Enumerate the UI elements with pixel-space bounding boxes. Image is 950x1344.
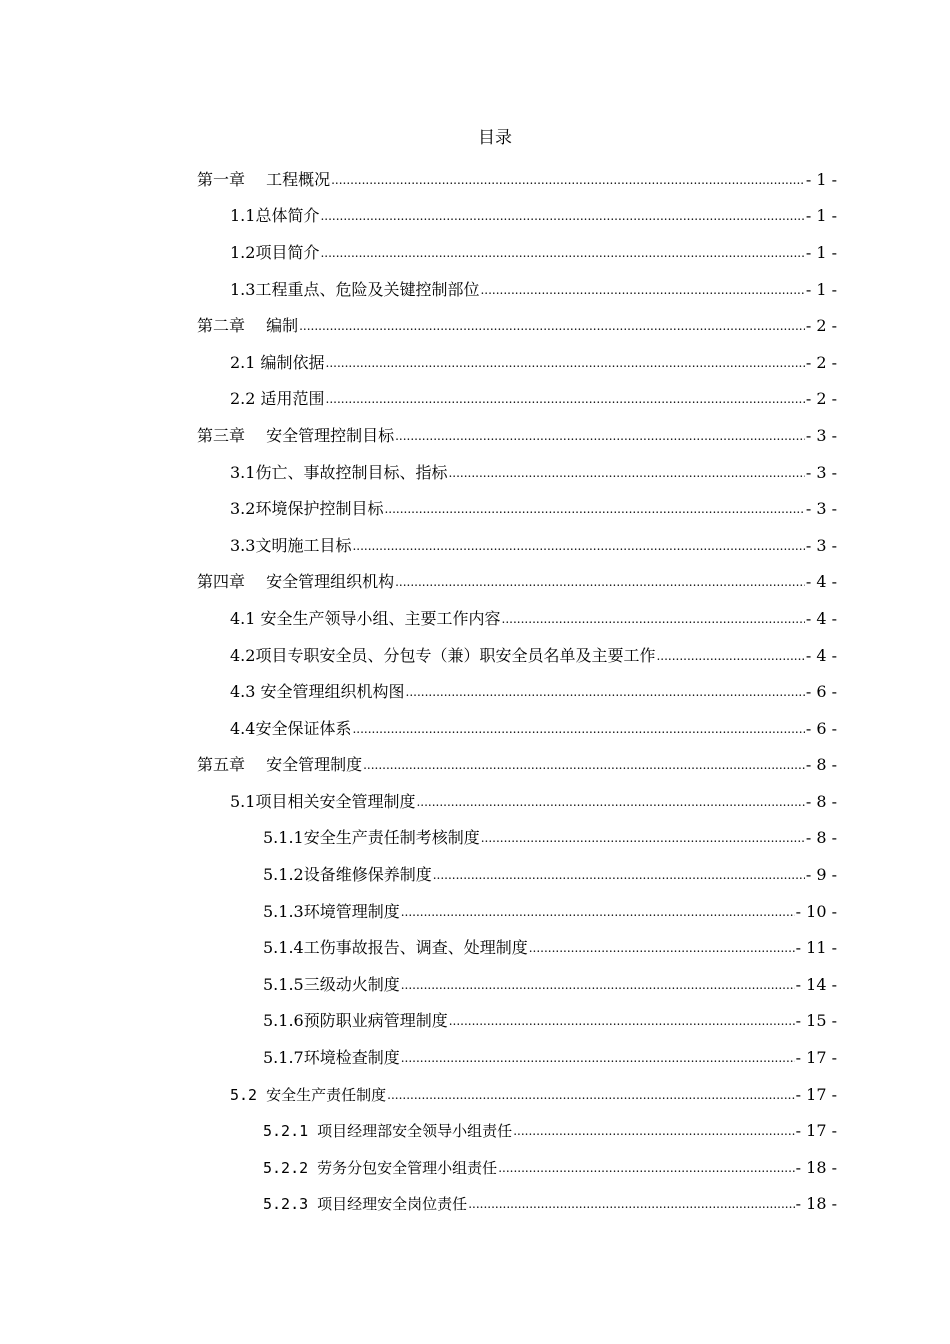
- toc-entry-row: [263, 901, 950, 924]
- toc-entry-row: [263, 1157, 950, 1180]
- toc-entry-row: [230, 388, 950, 411]
- toc-entry[interactable]: [0, 272, 950, 309]
- toc-entry[interactable]: [0, 638, 950, 675]
- toc-page-number: - 6 -: [805, 718, 837, 738]
- toc-entry[interactable]: [0, 674, 950, 711]
- toc-entry[interactable]: [0, 455, 950, 492]
- toc-entry-row: [230, 718, 950, 741]
- toc-page-number: - 8 -: [805, 791, 837, 811]
- toc-entry-row: [197, 425, 950, 448]
- toc-entry-row: [230, 462, 950, 485]
- toc-entry-row: [230, 681, 950, 704]
- toc-entry-row: [197, 169, 950, 192]
- toc-page-number: - 15 -: [795, 1011, 837, 1031]
- toc-entry[interactable]: [0, 235, 950, 272]
- toc-entry[interactable]: [0, 1040, 950, 1077]
- toc-entry[interactable]: [0, 1150, 950, 1187]
- toc-entry-label: 4.2项目专职安全员、分包专（兼）职安全员名单及主要工作: [230, 645, 656, 665]
- toc-page-number: - 2 -: [805, 389, 837, 409]
- toc-page-number: - 17 -: [795, 1121, 837, 1141]
- toc-entry[interactable]: [0, 1187, 950, 1224]
- toc-entry-label: 3.1伤亡、事故控制目标、指标: [230, 462, 448, 482]
- toc-entry-label: 5.2.1 项目经理部安全领导小组责任: [263, 1122, 513, 1141]
- toc-dot-leader: [401, 901, 795, 923]
- toc-entry-row: [230, 791, 950, 814]
- toc-entry-row: [263, 1047, 950, 1070]
- toc-page-number: - 4 -: [805, 572, 837, 592]
- toc-dot-leader: [326, 388, 805, 410]
- toc-dot-leader: [326, 352, 805, 374]
- toc-page-number: - 10 -: [795, 901, 837, 921]
- toc-dot-leader: [656, 645, 804, 667]
- toc-entry-row: [230, 352, 950, 375]
- toc-page-number: - 1 -: [805, 242, 837, 262]
- toc-entry[interactable]: [0, 491, 950, 528]
- toc-entry-row: [263, 1120, 950, 1143]
- toc-entry-row: [263, 1193, 950, 1216]
- toc-entry-label: 5.1.1安全生产责任制考核制度: [263, 828, 480, 848]
- toc-entry[interactable]: [0, 199, 950, 236]
- toc-dot-leader: [433, 864, 805, 886]
- toc-entry[interactable]: [0, 162, 950, 199]
- toc-entry[interactable]: [0, 930, 950, 967]
- toc-entry-row: [263, 1010, 950, 1033]
- toc-entry[interactable]: [0, 1113, 950, 1150]
- toc-entry[interactable]: [0, 1004, 950, 1041]
- toc-entry-row: [230, 1084, 950, 1107]
- toc-entry-row: [230, 645, 950, 668]
- toc-entry-row: [230, 242, 950, 265]
- toc-entry-row: [230, 535, 950, 558]
- toc-dot-leader: [320, 242, 804, 264]
- toc-page-number: - 3 -: [805, 425, 837, 445]
- toc-entry-label: 5.2 安全生产责任制度: [230, 1085, 387, 1104]
- toc-entry-label: 5.1.4工伤事故报告、调查、处理制度: [263, 938, 528, 958]
- toc-page-number: - 17 -: [795, 1048, 837, 1068]
- toc-dot-leader: [513, 1120, 794, 1142]
- toc-page-number: - 8 -: [805, 755, 837, 775]
- toc-dot-leader: [384, 498, 804, 520]
- toc-entry[interactable]: [0, 857, 950, 894]
- toc-entry-label: 5.1项目相关安全管理制度: [230, 791, 416, 811]
- toc-entry-row: [230, 608, 950, 631]
- toc-dot-leader: [480, 279, 804, 301]
- toc-entry-row: [197, 571, 950, 594]
- toc-dot-leader: [299, 315, 805, 337]
- toc-entry[interactable]: [0, 345, 950, 382]
- toc-entry-label: 5.1.2设备维修保养制度: [263, 865, 432, 885]
- toc-dot-leader: [395, 571, 805, 593]
- toc-dot-leader: [448, 462, 804, 484]
- toc-entry-label: 5.1.5三级动火制度: [263, 974, 400, 994]
- toc-entry[interactable]: [0, 821, 950, 858]
- table-of-contents: [0, 162, 950, 1223]
- toc-entry-label: 1.2项目简介: [230, 242, 320, 262]
- toc-entry-row: [197, 315, 950, 338]
- toc-page-number: - 4 -: [805, 645, 837, 665]
- toc-dot-leader: [387, 1084, 795, 1106]
- toc-entry-label: 第二章 编制: [197, 316, 299, 336]
- toc-page-number: - 2 -: [805, 352, 837, 372]
- toc-page-number: - 18 -: [795, 1157, 837, 1177]
- toc-entry-row: [230, 205, 950, 228]
- toc-entry-label: 4.4安全保证体系: [230, 718, 352, 738]
- toc-entry-label: 1.3工程重点、危险及关键控制部位: [230, 279, 480, 299]
- toc-dot-leader: [320, 205, 804, 227]
- toc-dot-leader: [498, 1157, 794, 1179]
- toc-entry-label: 4.1 安全生产领导小组、主要工作内容: [230, 608, 501, 628]
- toc-dot-leader: [416, 791, 804, 813]
- toc-page-number: - 11 -: [795, 938, 837, 958]
- toc-dot-leader: [449, 1010, 795, 1032]
- toc-entry-row: [230, 498, 950, 521]
- toc-entry-label: 第一章 工程概况: [197, 169, 331, 189]
- toc-entry-label: 5.2.3 项目经理安全岗位责任: [263, 1195, 468, 1214]
- toc-dot-leader: [502, 608, 805, 630]
- toc-dot-leader: [363, 754, 805, 776]
- toc-dot-leader: [481, 827, 805, 849]
- toc-entry-row: [197, 754, 950, 777]
- toc-entry-label: 5.2.2 劳务分包安全管理小组责任: [263, 1158, 498, 1177]
- toc-entry-row: [263, 864, 950, 887]
- toc-page-number: - 8 -: [805, 828, 837, 848]
- toc-page-number: - 9 -: [805, 865, 837, 885]
- toc-page-number: - 1 -: [805, 279, 837, 299]
- toc-entry[interactable]: [0, 418, 950, 455]
- toc-entry-label: 5.1.3环境管理制度: [263, 901, 400, 921]
- toc-entry-label: 5.1.7环境检查制度: [263, 1048, 400, 1068]
- toc-entry[interactable]: [0, 748, 950, 785]
- toc-entry-label: 3.2环境保护控制目标: [230, 499, 384, 519]
- toc-dot-leader: [352, 535, 804, 557]
- toc-dot-leader: [529, 937, 795, 959]
- toc-entry[interactable]: [0, 894, 950, 931]
- toc-entry-label: 第五章 安全管理制度: [197, 755, 363, 775]
- toc-entry-row: [263, 974, 950, 997]
- toc-entry-label: 1.1总体简介: [230, 206, 320, 226]
- toc-page-number: - 1 -: [805, 206, 837, 226]
- toc-entry-label: 3.3文明施工目标: [230, 535, 352, 555]
- toc-entry[interactable]: [0, 711, 950, 748]
- toc-entry-label: 2.2 适用范围: [230, 389, 325, 409]
- toc-entry[interactable]: [0, 784, 950, 821]
- toc-entry-label: 第三章 安全管理控制目标: [197, 425, 395, 445]
- toc-entry-row: [263, 937, 950, 960]
- toc-dot-leader: [468, 1193, 794, 1215]
- toc-entry[interactable]: [0, 528, 950, 565]
- toc-dot-leader: [331, 169, 805, 191]
- toc-entry[interactable]: [0, 601, 950, 638]
- toc-page-number: - 18 -: [795, 1194, 837, 1214]
- toc-entry-row: [230, 279, 950, 302]
- toc-page-number: - 17 -: [795, 1084, 837, 1104]
- toc-page-number: - 3 -: [805, 462, 837, 482]
- toc-page-number: - 1 -: [805, 169, 837, 189]
- toc-entry-label: 4.3 安全管理组织机构图: [230, 682, 405, 702]
- toc-entry[interactable]: [0, 1077, 950, 1114]
- toc-entry-label: 第四章 安全管理组织机构: [197, 572, 395, 592]
- toc-entry[interactable]: [0, 308, 950, 345]
- toc-entry[interactable]: [0, 565, 950, 602]
- toc-entry[interactable]: [0, 382, 950, 419]
- toc-dot-leader: [401, 974, 795, 996]
- toc-dot-leader: [352, 718, 804, 740]
- toc-title: 目录: [478, 128, 512, 148]
- toc-page-number: - 6 -: [805, 682, 837, 702]
- toc-page-number: - 3 -: [805, 535, 837, 555]
- toc-page-number: - 2 -: [805, 316, 837, 336]
- toc-entry-row: [263, 827, 950, 850]
- toc-entry-label: 2.1 编制依据: [230, 352, 325, 372]
- toc-page-number: - 4 -: [805, 608, 837, 628]
- toc-dot-leader: [395, 425, 805, 447]
- toc-page-number: - 14 -: [795, 974, 837, 994]
- toc-dot-leader: [401, 1047, 795, 1069]
- toc-entry-label: 5.1.6预防职业病管理制度: [263, 1011, 448, 1031]
- toc-dot-leader: [406, 681, 805, 703]
- toc-entry[interactable]: [0, 967, 950, 1004]
- toc-page-number: - 3 -: [805, 499, 837, 519]
